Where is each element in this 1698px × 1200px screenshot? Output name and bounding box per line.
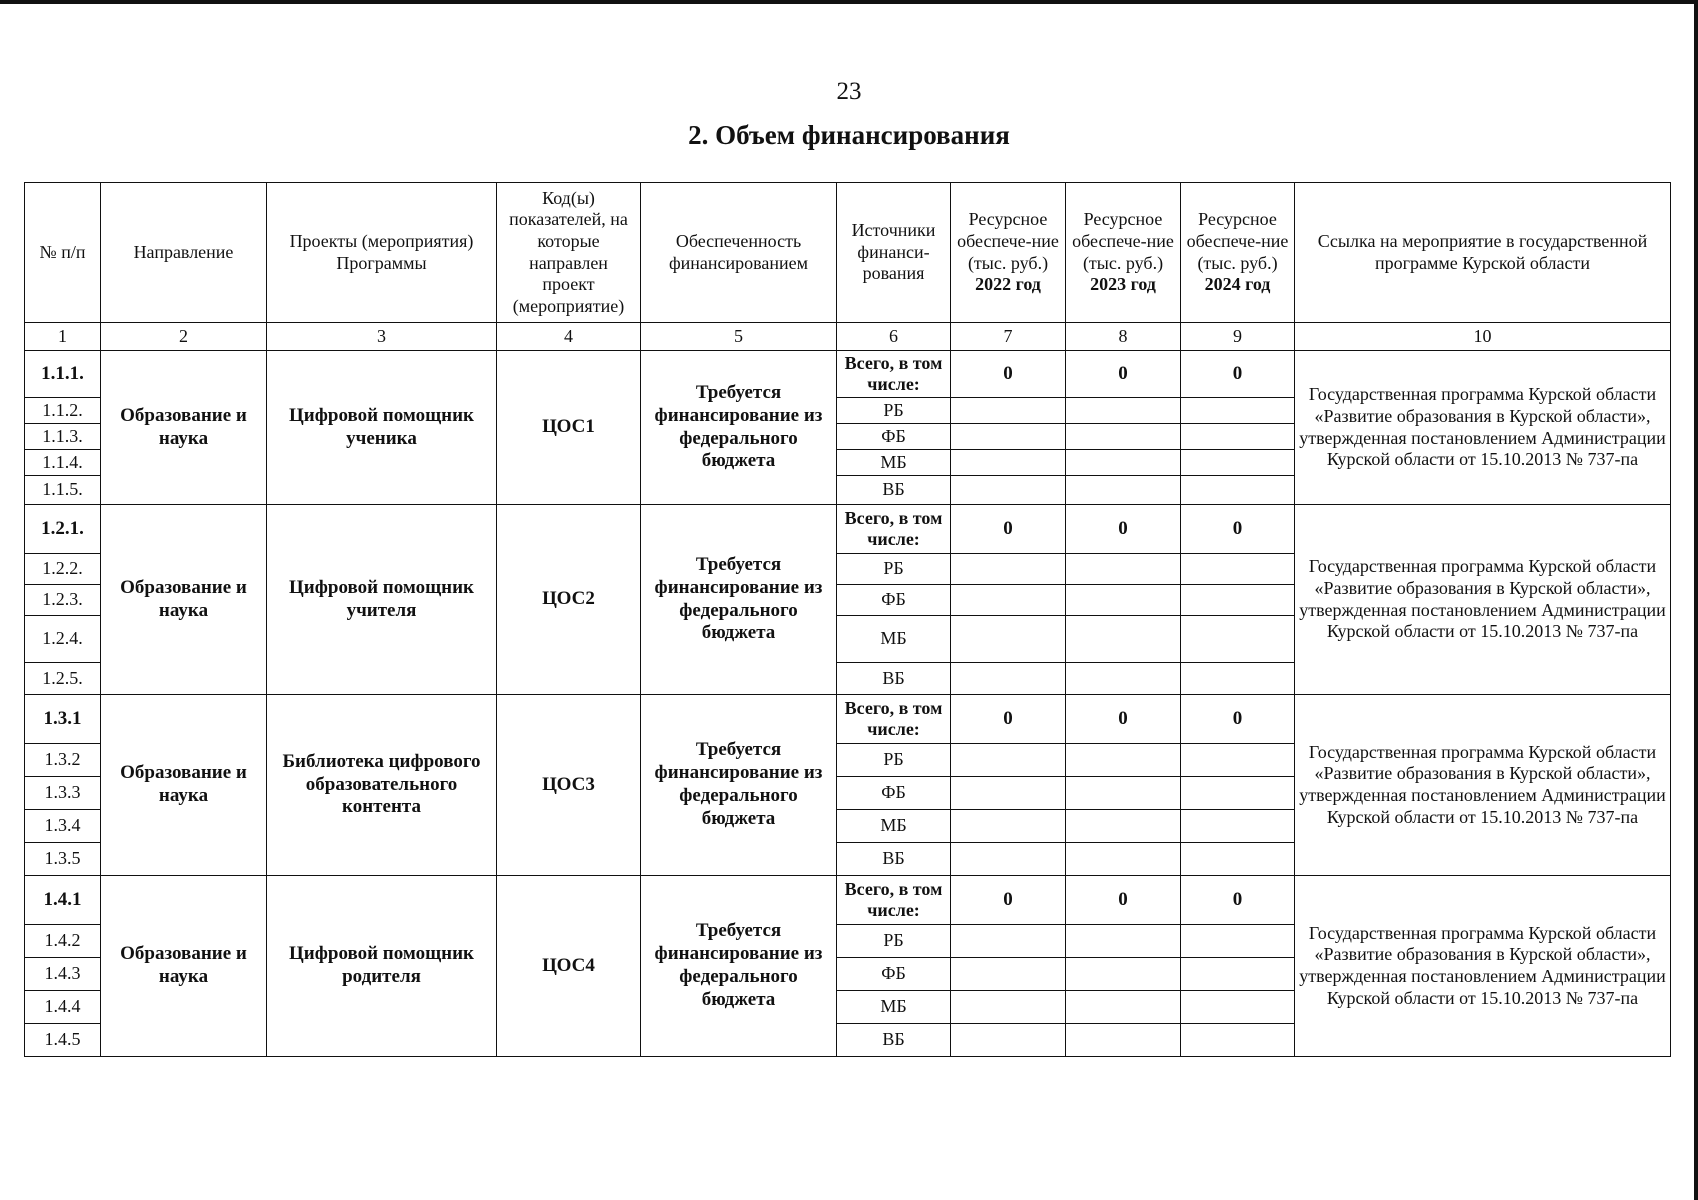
- row-number: 1.3.1: [25, 695, 101, 744]
- value-cell: [951, 958, 1066, 991]
- project-cell: Библиотека цифрового образовательного контента: [267, 695, 497, 876]
- value-cell: [951, 663, 1066, 695]
- value-cell: [951, 585, 1066, 616]
- project-cell: Цифровой помощник учителя: [267, 505, 497, 695]
- header-resource-2023: [1066, 183, 1181, 323]
- direction-cell: Образование и наука: [101, 695, 267, 876]
- source-cell: ВБ: [837, 663, 951, 695]
- row-number: 1.2.3.: [25, 585, 101, 616]
- value-cell: [1066, 925, 1181, 958]
- page-number: 23: [836, 78, 862, 105]
- value-cell: [1066, 663, 1181, 695]
- value-cell: [951, 424, 1066, 450]
- row-number: 1.4.5: [25, 1024, 101, 1057]
- total-2023: 0: [1066, 351, 1181, 398]
- header-codes: Код(ы) показателей, на которые направлен проект (мероприятие): [497, 183, 641, 323]
- source-total: Всего, в том числе:: [837, 351, 951, 398]
- value-cell: [951, 1024, 1066, 1057]
- value-cell: [1181, 424, 1295, 450]
- header-year: 2024 год: [1204, 274, 1271, 295]
- header-direction: Направление: [101, 183, 267, 323]
- total-2024: 0: [1181, 876, 1295, 925]
- value-cell: [1181, 554, 1295, 585]
- column-number: 2: [101, 323, 267, 351]
- column-number: 7: [951, 323, 1066, 351]
- row-number: 1.2.2.: [25, 554, 101, 585]
- column-number: 10: [1295, 323, 1671, 351]
- source-total: Всего, в том числе:: [837, 876, 951, 925]
- value-cell: [1066, 398, 1181, 424]
- direction-cell: Образование и наука: [101, 505, 267, 695]
- total-2022: 0: [951, 351, 1066, 398]
- source-cell: ВБ: [837, 1024, 951, 1057]
- column-number: 9: [1181, 323, 1295, 351]
- value-cell: [1066, 991, 1181, 1024]
- code-cell: ЦОС3: [497, 695, 641, 876]
- row-number: 1.1.4.: [25, 450, 101, 476]
- header-project: Проекты (мероприятия) Программы: [267, 183, 497, 323]
- value-cell: [1181, 398, 1295, 424]
- value-cell: [1066, 554, 1181, 585]
- value-cell: [951, 398, 1066, 424]
- header-resource-text: Ресурсное обеспече-ние (тыс. руб.): [1186, 209, 1289, 273]
- program-link-cell: Государственная программа Курской области «Развитие образования в Курской области», утвержденная постановлением Администрации Курской области от 15.10.2013 № 737-па: [1295, 695, 1671, 876]
- section-title: 2. Объем финансирования: [688, 120, 1010, 150]
- header-num: № п/п: [25, 183, 101, 323]
- funding-cell: Требуется финансирование из федерального бюджета: [641, 505, 837, 695]
- direction-cell: Образование и наука: [101, 876, 267, 1057]
- total-2023: 0: [1066, 695, 1181, 744]
- value-cell: [1181, 777, 1295, 810]
- source-cell: ФБ: [837, 958, 951, 991]
- source-cell: ФБ: [837, 424, 951, 450]
- source-cell: МБ: [837, 991, 951, 1024]
- row-number: 1.2.1.: [25, 505, 101, 554]
- scan-edge-right: [1694, 0, 1698, 1200]
- header-year: 2023 год: [1090, 274, 1156, 295]
- code-cell: ЦОС1: [497, 351, 641, 505]
- funding-cell: Требуется финансирование из федерального бюджета: [641, 351, 837, 505]
- program-link-cell: Государственная программа Курской области «Развитие образования в Курской области», утвержденная постановлением Администрации Курской области от 15.10.2013 № 737-па: [1295, 351, 1671, 505]
- value-cell: [1066, 777, 1181, 810]
- row-number: 1.1.2.: [25, 398, 101, 424]
- source-cell: РБ: [837, 744, 951, 777]
- value-cell: [951, 810, 1066, 843]
- direction-cell: Образование и наука: [101, 351, 267, 505]
- value-cell: [1181, 744, 1295, 777]
- value-cell: [951, 744, 1066, 777]
- row-number: 1.4.3: [25, 958, 101, 991]
- header-resource-text: Ресурсное обеспече-ние (тыс. руб.): [957, 209, 1059, 273]
- header-resource-text: Ресурсное обеспече-ние (тыс. руб.): [1072, 209, 1174, 273]
- project-cell: Цифровой помощник родителя: [267, 876, 497, 1057]
- row-number: 1.4.2: [25, 925, 101, 958]
- total-2024: 0: [1181, 351, 1295, 398]
- total-2022: 0: [951, 505, 1066, 554]
- project-cell: Цифровой помощник ученика: [267, 351, 497, 505]
- value-cell: [1181, 810, 1295, 843]
- value-cell: [1181, 1024, 1295, 1057]
- value-cell: [951, 925, 1066, 958]
- source-cell: МБ: [837, 616, 951, 663]
- header-resource-2022: [951, 183, 1066, 323]
- row-number: 1.1.5.: [25, 476, 101, 505]
- source-total: Всего, в том числе:: [837, 695, 951, 744]
- total-2022: 0: [951, 876, 1066, 925]
- column-number: 5: [641, 323, 837, 351]
- value-cell: [1181, 476, 1295, 505]
- value-cell: [951, 991, 1066, 1024]
- table-row: [25, 876, 1671, 925]
- header-funding: Обеспеченность финансированием: [641, 183, 837, 323]
- table-row: [25, 351, 1671, 398]
- column-number: 3: [267, 323, 497, 351]
- row-number: 1.4.1: [25, 876, 101, 925]
- header-row: [25, 183, 1671, 323]
- value-cell: [951, 476, 1066, 505]
- value-cell: [1181, 663, 1295, 695]
- value-cell: [1066, 810, 1181, 843]
- header-resource-2024: [1181, 183, 1295, 323]
- value-cell: [1066, 585, 1181, 616]
- row-number: 1.3.5: [25, 843, 101, 876]
- source-cell: ФБ: [837, 585, 951, 616]
- value-cell: [1066, 616, 1181, 663]
- funding-table: [24, 182, 1671, 1057]
- value-cell: [1181, 843, 1295, 876]
- source-cell: РБ: [837, 398, 951, 424]
- column-number: 6: [837, 323, 951, 351]
- column-number: 4: [497, 323, 641, 351]
- row-number: 1.2.5.: [25, 663, 101, 695]
- program-link-cell: Государственная программа Курской области «Развитие образования в Курской области», утвержденная постановлением Администрации Курской области от 15.10.2013 № 737-па: [1295, 505, 1671, 695]
- value-cell: [951, 616, 1066, 663]
- row-number: 1.3.3: [25, 777, 101, 810]
- value-cell: [951, 450, 1066, 476]
- value-cell: [1181, 616, 1295, 663]
- source-cell: ВБ: [837, 843, 951, 876]
- row-number: 1.3.4: [25, 810, 101, 843]
- value-cell: [1066, 424, 1181, 450]
- source-cell: МБ: [837, 810, 951, 843]
- source-cell: ФБ: [837, 777, 951, 810]
- value-cell: [1066, 450, 1181, 476]
- source-cell: МБ: [837, 450, 951, 476]
- table-row: [25, 505, 1671, 554]
- value-cell: [951, 843, 1066, 876]
- header-sources: Источники финанси-рования: [837, 183, 951, 323]
- value-cell: [1066, 744, 1181, 777]
- value-cell: [1181, 925, 1295, 958]
- program-link-cell: Государственная программа Курской области «Развитие образования в Курской области», утвержденная постановлением Администрации Курской области от 15.10.2013 № 737-па: [1295, 876, 1671, 1057]
- value-cell: [1066, 476, 1181, 505]
- row-number: 1.1.3.: [25, 424, 101, 450]
- value-cell: [1066, 1024, 1181, 1057]
- total-2024: 0: [1181, 695, 1295, 744]
- total-2023: 0: [1066, 505, 1181, 554]
- column-number-row: [25, 323, 1671, 351]
- table-row: [25, 695, 1671, 744]
- column-number: 1: [25, 323, 101, 351]
- source-cell: РБ: [837, 925, 951, 958]
- value-cell: [1181, 450, 1295, 476]
- value-cell: [1066, 958, 1181, 991]
- code-cell: ЦОС2: [497, 505, 641, 695]
- value-cell: [1181, 585, 1295, 616]
- funding-cell: Требуется финансирование из федерального бюджета: [641, 876, 837, 1057]
- value-cell: [1181, 958, 1295, 991]
- funding-cell: Требуется финансирование из федерального бюджета: [641, 695, 837, 876]
- value-cell: [1181, 991, 1295, 1024]
- source-cell: ВБ: [837, 476, 951, 505]
- row-number: 1.3.2: [25, 744, 101, 777]
- total-2023: 0: [1066, 876, 1181, 925]
- row-number: 1.4.4: [25, 991, 101, 1024]
- scan-edge-top: [0, 0, 1698, 4]
- value-cell: [951, 554, 1066, 585]
- row-number: 1.2.4.: [25, 616, 101, 663]
- row-number: 1.1.1.: [25, 351, 101, 398]
- column-number: 8: [1066, 323, 1181, 351]
- value-cell: [951, 777, 1066, 810]
- header-link: Ссылка на мероприятие в государственной программе Курской области: [1295, 183, 1671, 323]
- total-2024: 0: [1181, 505, 1295, 554]
- source-total: Всего, в том числе:: [837, 505, 951, 554]
- source-cell: РБ: [837, 554, 951, 585]
- header-year: 2022 год: [975, 274, 1041, 295]
- code-cell: ЦОС4: [497, 876, 641, 1057]
- total-2022: 0: [951, 695, 1066, 744]
- value-cell: [1066, 843, 1181, 876]
